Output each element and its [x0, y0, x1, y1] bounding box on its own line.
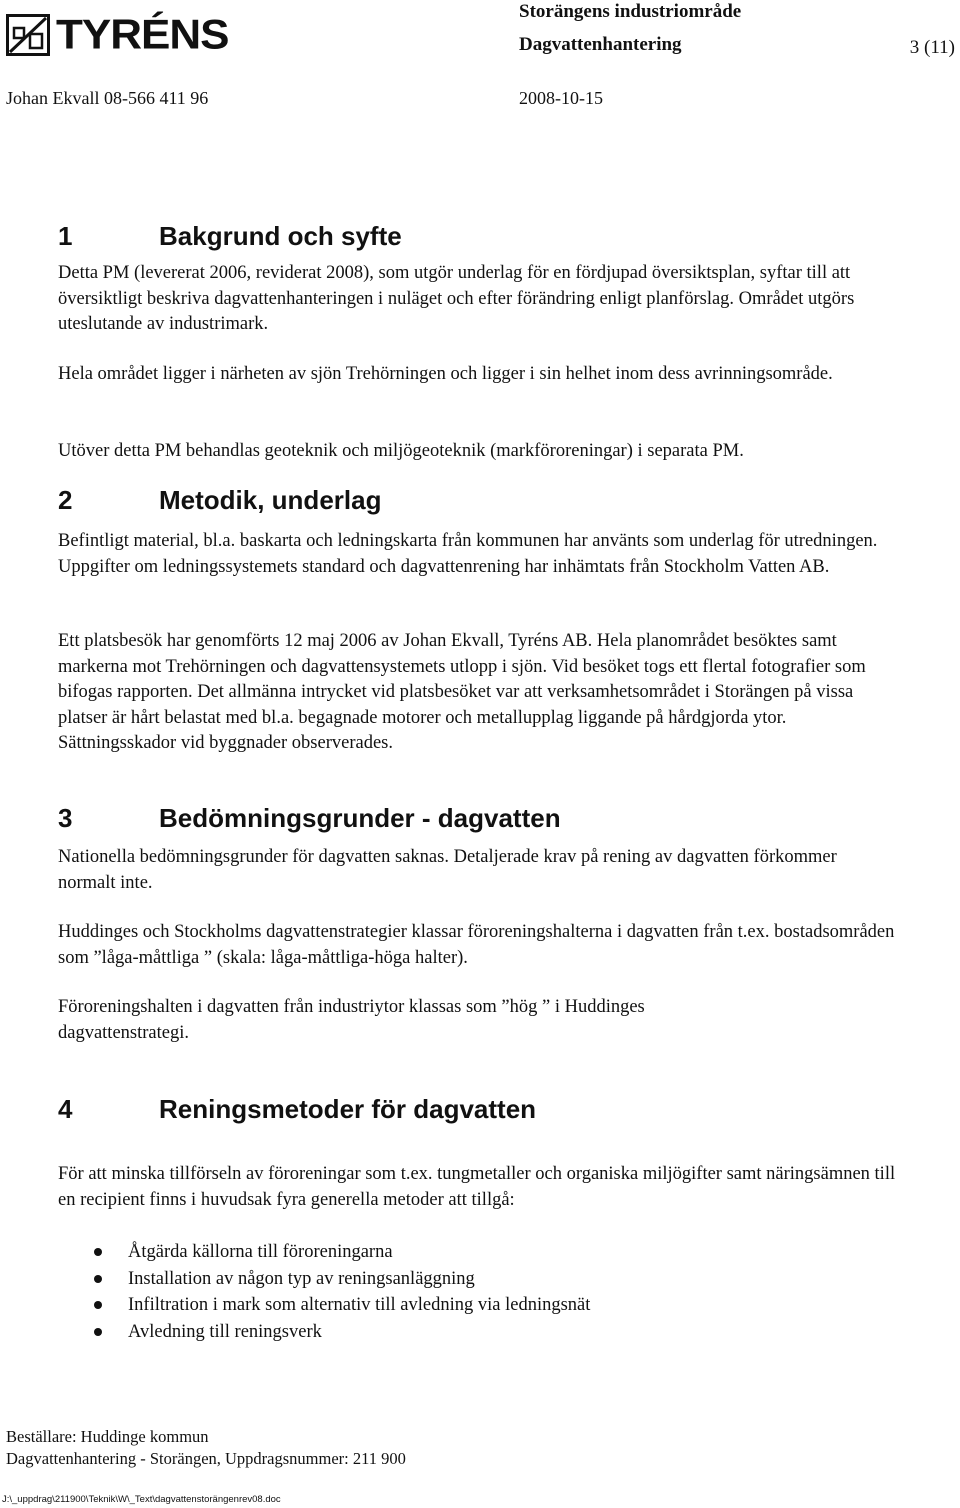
section-heading-2: [58, 484, 381, 516]
company-logo: [6, 11, 229, 58]
paragraph: Detta PM (levererat 2006, reviderat 2008), som utgör underlag för en fördjupad översiktsplan, syftar till att översiktligt beskriva dagvattenhanteringen i nuläget och efter förändring enligt planförslag. Området utgörs uteslutande av industrimark.: [58, 263, 855, 334]
list-item: Avledning till reningsverk: [58, 1319, 590, 1346]
section-number: 2: [58, 485, 73, 515]
method-list: [58, 1239, 590, 1345]
author-contact: Johan Ekvall 08-566 411 96: [6, 88, 209, 108]
paragraph: Befintligt material, bl.a. baskarta och ledningskarta från kommunen har använts som underlag för utredningen. Uppgifter om ledningssystemets standard och dagvattenrening har inhämtats från Stockholm Vatten AB.: [58, 531, 878, 577]
document-title: Storängens industriområde: [519, 1, 742, 22]
list-item: Infiltration i mark som alternativ till avledning via ledningsnät: [58, 1292, 590, 1319]
section-number: 4: [58, 1094, 73, 1124]
section-title: Bedömningsgrunder - dagvatten: [159, 803, 561, 833]
section-number: 1: [58, 221, 73, 251]
section-heading-4: [58, 1093, 536, 1125]
paragraph: För att minska tillförseln av föroreningar som t.ex. tungmetaller och organiska miljögifter samt näringsämnen till en recipient finns i huvudsak fyra generella metoder att tillgå:: [58, 1164, 896, 1210]
footer-client: Beställare: Huddinge kommun: [6, 1427, 209, 1446]
page-number: 3 (11): [909, 37, 955, 58]
paragraph: Hela området ligger i närheten av sjön Trehörningen och ligger i sin helhet inom dess avrinningsområde.: [58, 364, 833, 384]
section-heading-3: [58, 802, 561, 834]
paragraph: Huddinges och Stockholms dagvattenstrategier klassar föroreningshalterna i dagvatten från t.ex. bostadsområden som ”låga-måttliga ” (skala: låga-måttliga-höga halter).: [58, 922, 895, 968]
section-heading-1: [58, 220, 402, 252]
paragraph: Föroreningshalten i dagvatten från industriytor klassas som ”hög ” i Huddinges dagvattenstrategi.: [58, 997, 645, 1043]
section-number: 3: [58, 803, 73, 833]
section-title: Reningsmetoder för dagvatten: [159, 1094, 537, 1124]
list-item: Installation av någon typ av reningsanläggning: [58, 1266, 590, 1293]
footer-assignment: Dagvattenhantering - Storängen, Uppdragsnummer: 211 900: [6, 1449, 406, 1468]
list-item: Åtgärda källorna till föroreningarna: [58, 1239, 590, 1266]
section-title: Metodik, underlag: [159, 485, 382, 515]
logo-mark-icon: [6, 14, 50, 56]
document-subtitle: Dagvattenhantering: [519, 34, 682, 55]
logo-text: TYRÉNS: [56, 11, 229, 58]
section-title: Bakgrund och syfte: [159, 221, 402, 251]
footer-file-path: J:\_uppdrag\211900\Teknik\W\_Text\dagvattenstorängenrev08.doc: [2, 1494, 281, 1505]
document-date: 2008-10-15: [519, 88, 603, 108]
paragraph: Utöver detta PM behandlas geoteknik och miljögeoteknik (markföroreningar) i separata PM.: [58, 441, 744, 461]
paragraph: Nationella bedömningsgrunder för dagvatten saknas. Detaljerade krav på rening av dagvatten förkommer normalt inte.: [58, 847, 837, 893]
paragraph: Ett platsbesök har genomförts 12 maj 2006 av Johan Ekvall, Tyréns AB. Hela planområdet besöktes samt markerna mot Trehörningen och dagvattensystemets utlopp i sjön. Vid besöket togs ett flertal fotografier som bifogas rapporten. Det allmänna intrycket vid platsbesöket var att verksamhetsområdet i Storängen på vissa platser är hårt belastat med bl.a. begagnade motorer och metallupplag liggande på hårdgjorda ytor. Sättningsskador vid byggnader observerades.: [58, 631, 866, 753]
